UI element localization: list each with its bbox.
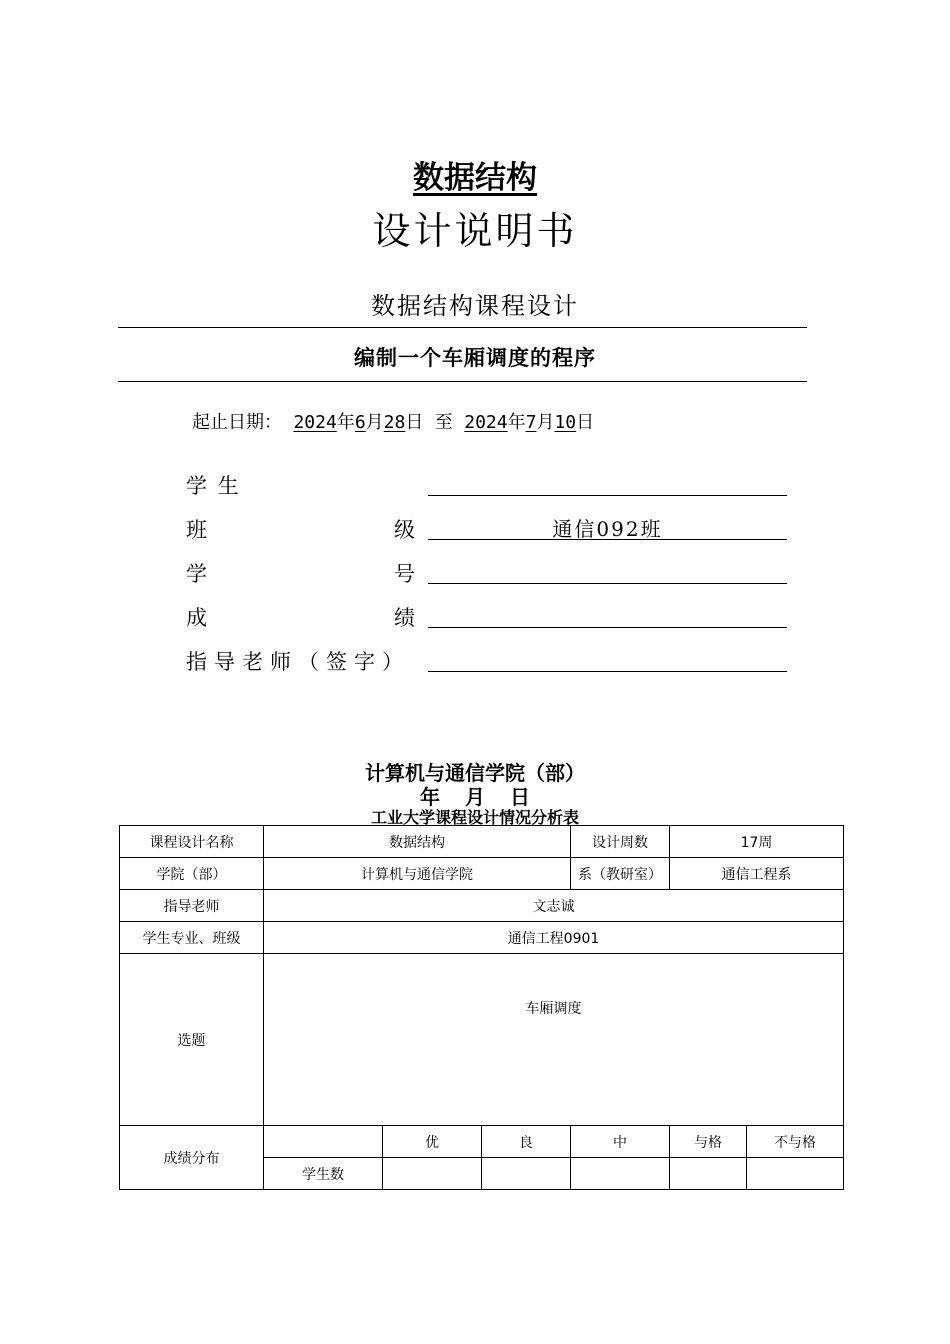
course-name: 数据结构课程设计 — [371, 292, 579, 320]
document-title: 数据结构 — [413, 160, 537, 196]
grade-label-right: 绩 — [394, 606, 415, 630]
class-label-right: 级 — [394, 518, 415, 542]
student-count-cell[interactable] — [670, 1158, 747, 1190]
student-count-cell[interactable] — [571, 1158, 670, 1190]
topic-label: 选题 — [120, 954, 264, 1126]
topic-value: 车厢调度 — [264, 954, 844, 1126]
student-name-line[interactable] — [428, 495, 787, 496]
end-day: 10 — [554, 412, 577, 433]
grade-level-good: 良 — [482, 1126, 571, 1158]
advisor-signature-line[interactable] — [428, 671, 787, 672]
start-year: 2024 — [293, 412, 337, 433]
number-label-left: 学 — [186, 562, 207, 586]
student-count-cell[interactable] — [482, 1158, 571, 1190]
project-title: 编制一个车厢调度的程序 — [354, 345, 596, 370]
student-count-label: 学生数 — [264, 1158, 383, 1190]
major-class-label: 学生专业、班级 — [120, 922, 264, 954]
department-label: 系（教研室） — [571, 858, 670, 890]
date-placeholder: 年 月 日 — [420, 785, 530, 809]
day-char: 日 — [576, 412, 595, 433]
weeks-value: 17周 — [670, 826, 844, 858]
student-number-line[interactable] — [428, 583, 787, 584]
grade-level-pass: 与格 — [670, 1126, 747, 1158]
month-char: 月 — [536, 412, 555, 433]
start-month: 6 — [354, 412, 366, 433]
date-range — [192, 408, 594, 434]
grade-line[interactable] — [428, 627, 787, 628]
table-row — [120, 826, 844, 858]
document-subtitle: 设计说明书 — [372, 209, 578, 253]
advisor-signature-label: 指导老师（签字） — [186, 650, 410, 674]
grade-label-left: 成 — [186, 606, 207, 630]
table-row — [120, 858, 844, 890]
table-row — [120, 954, 844, 1126]
analysis-table-title: 工业大学课程设计情况分析表 — [370, 808, 579, 827]
empty-cell — [264, 1126, 383, 1158]
year-char: 年 — [336, 412, 355, 433]
end-month: 7 — [525, 412, 537, 433]
student-label: 学 生 — [186, 474, 241, 498]
table-row — [120, 922, 844, 954]
college-label: 学院（部） — [120, 858, 264, 890]
number-label-right: 号 — [394, 562, 415, 586]
month-char: 月 — [365, 412, 384, 433]
divider-bottom — [118, 381, 807, 382]
grade-distribution-label: 成绩分布 — [120, 1126, 264, 1190]
class-label-left: 班 — [186, 518, 207, 542]
date-to: 至 — [434, 412, 453, 433]
course-design-name: 数据结构 — [264, 826, 571, 858]
year-char: 年 — [507, 412, 526, 433]
analysis-table — [119, 825, 844, 1190]
student-count-cell[interactable] — [747, 1158, 844, 1190]
weeks-label: 设计周数 — [571, 826, 670, 858]
course-design-name-label: 课程设计名称 — [120, 826, 264, 858]
grade-level-fail: 不与格 — [747, 1126, 844, 1158]
department-value: 通信工程系 — [670, 858, 844, 890]
college-value: 计算机与通信学院 — [264, 858, 571, 890]
start-day: 28 — [383, 412, 406, 433]
advisor-value: 文志诚 — [264, 890, 844, 922]
day-char: 日 — [405, 412, 424, 433]
college-name: 计算机与通信学院（部） — [365, 761, 585, 785]
table-row — [120, 890, 844, 922]
class-value: 通信092班 — [552, 517, 663, 541]
student-count-cell[interactable] — [383, 1158, 482, 1190]
table-row — [120, 1126, 844, 1158]
grade-level-excellent: 优 — [383, 1126, 482, 1158]
major-class-value: 通信工程0901 — [264, 922, 844, 954]
end-year: 2024 — [464, 412, 508, 433]
divider-top — [118, 327, 807, 328]
advisor-label: 指导老师 — [120, 890, 264, 922]
class-line[interactable] — [428, 539, 787, 540]
grade-level-medium: 中 — [571, 1126, 670, 1158]
date-label: 起止日期： — [192, 412, 282, 433]
